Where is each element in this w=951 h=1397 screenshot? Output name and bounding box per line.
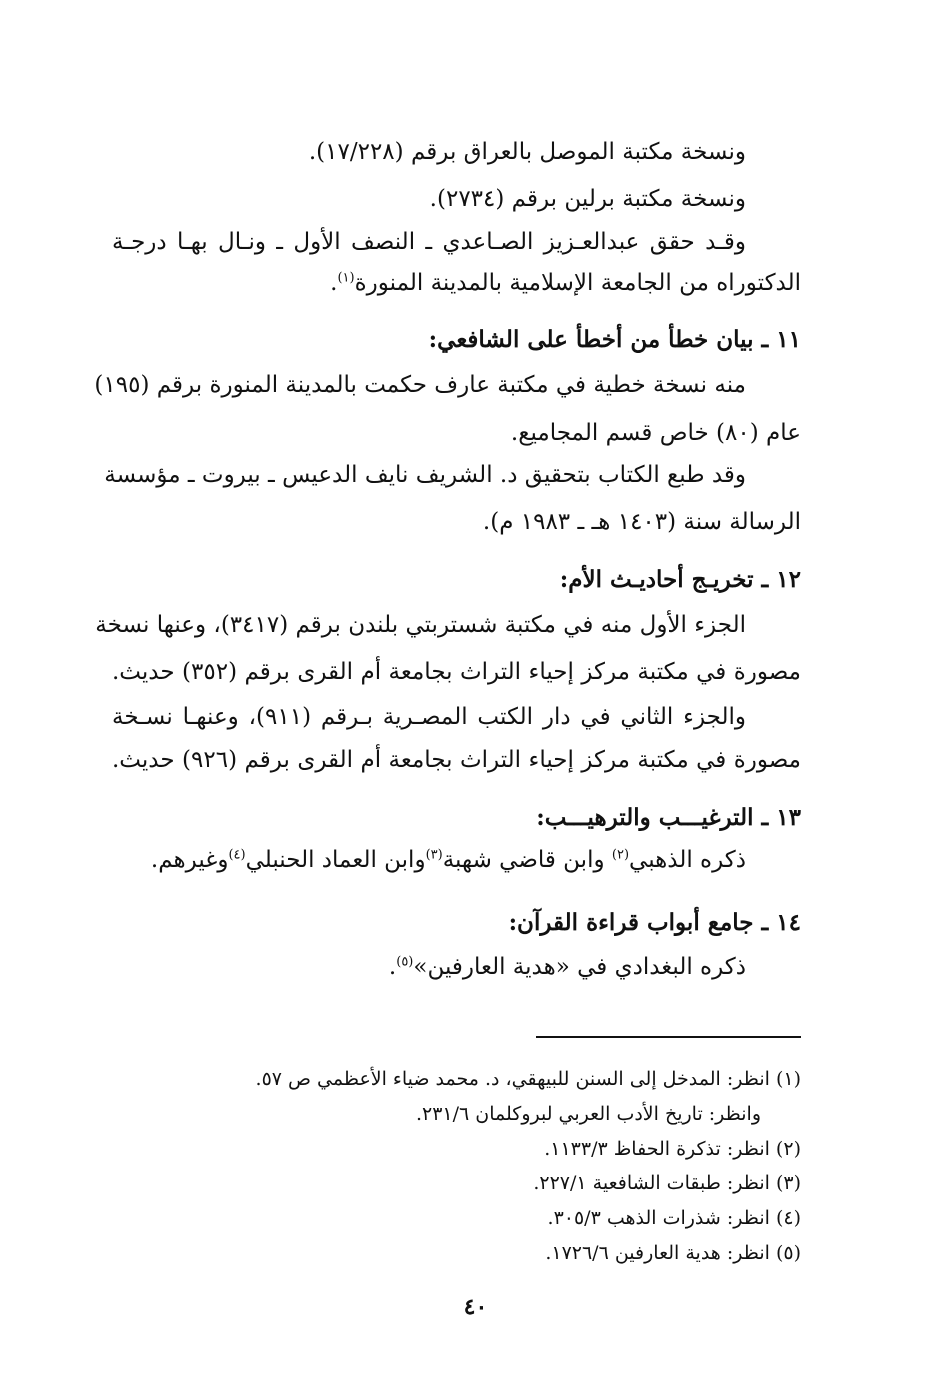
footnote-1: (١) انظر: المدخل إلى السنن للبيهقي، د. محمد ضياء الأعظمي ص ٥٧. xyxy=(255,1068,801,1090)
body-line: منه نسخة خطية في مكتبة عارف حكمت بالمدينة المنورة برقم (١٩٥) xyxy=(94,372,746,398)
body-line: الدكتوراه من الجامعة الإسلامية بالمدينة المنورة$^{(١)}$. xyxy=(330,270,801,296)
footnote-5: (٥) انظر: هدية العارفين ١٧٢٦/٦. xyxy=(545,1242,801,1264)
section-heading-13: ١٣ ـ الترغيـــب والترهيـــب: xyxy=(536,804,801,831)
body-line: وقد طبع الكتاب بتحقيق د. الشريف نايف الدعيس ـ بيروت ـ مؤسسة xyxy=(104,462,746,488)
footnote-3: (٣) انظر: طبقات الشافعية ٢٢٧/١. xyxy=(533,1172,801,1194)
body-line: الرسالة سنة (١٤٠٣ هـ ـ ١٩٨٣ م). xyxy=(482,509,801,535)
footnote-ref: (٣) xyxy=(425,847,443,863)
footnote-ref: (٤) xyxy=(228,847,246,863)
footnote-1-continued: وانظر: تاريخ الأدب العربي لبروكلمان ٢٣١/٦. xyxy=(415,1103,761,1125)
body-line: مصورة في مكتبة مركز إحياء التراث بجامعة أم القرى برقم (٣٥٢) حديث. xyxy=(112,659,802,685)
body-line: الجزء الأول منه في مكتبة شستربتي بلندن برقم (٣٤١٧)، وعنها نسخة xyxy=(95,612,746,638)
section-heading-12: ١٢ ـ تخريـج أحاديـث الأم: xyxy=(559,566,801,593)
body-line: وقـد حقق عبدالعـزيز الصـاعدي ـ النصف الأول ـ ونـال بهـا درجـة xyxy=(112,229,746,255)
footnote-ref: (١) xyxy=(337,270,355,286)
body-line: ونسخة مكتبة الموصل بالعراق برقم (١٧/٢٢٨). xyxy=(308,139,746,165)
page-number: ٤٠ xyxy=(463,1294,488,1320)
section-heading-11: ١١ ـ بيان خطأ من أخطأ على الشافعي: xyxy=(428,326,801,353)
footnote-divider xyxy=(536,1036,801,1038)
body-line: ذكره البغدادي في «هدية العارفين»$^{(٥)}$. xyxy=(388,954,746,980)
body-line: ذكره الذهبي$^{(٢)}$ وابن قاضي شهبة$^{(٣)}$وابن العماد الحنبلي$^{(٤)}$وغيرهم. xyxy=(150,847,746,873)
body-line: عام (٨٠) خاص قسم المجاميع. xyxy=(510,420,801,446)
footnote-ref: (٥) xyxy=(396,954,414,970)
section-heading-14: ١٤ ـ جامع أبواب قراءة القرآن: xyxy=(508,909,801,936)
body-line: ونسخة مكتبة برلين برقم (٢٧٣٤). xyxy=(429,186,746,212)
body-line: مصورة في مكتبة مركز إحياء التراث بجامعة أم القرى برقم (٩٢٦) حديث. xyxy=(112,747,802,773)
footnote-2: (٢) انظر: تذكرة الحفاظ ١١٣٣/٣. xyxy=(544,1138,801,1160)
footnote-ref: (٢) xyxy=(611,847,630,863)
body-line: والجزء الثاني في دار الكتب المصـرية بـرقم (٩١١)، وعنهـا نسـخة xyxy=(112,704,746,730)
footnote-4: (٤) انظر: شذرات الذهب ٣٠٥/٣. xyxy=(547,1207,801,1229)
